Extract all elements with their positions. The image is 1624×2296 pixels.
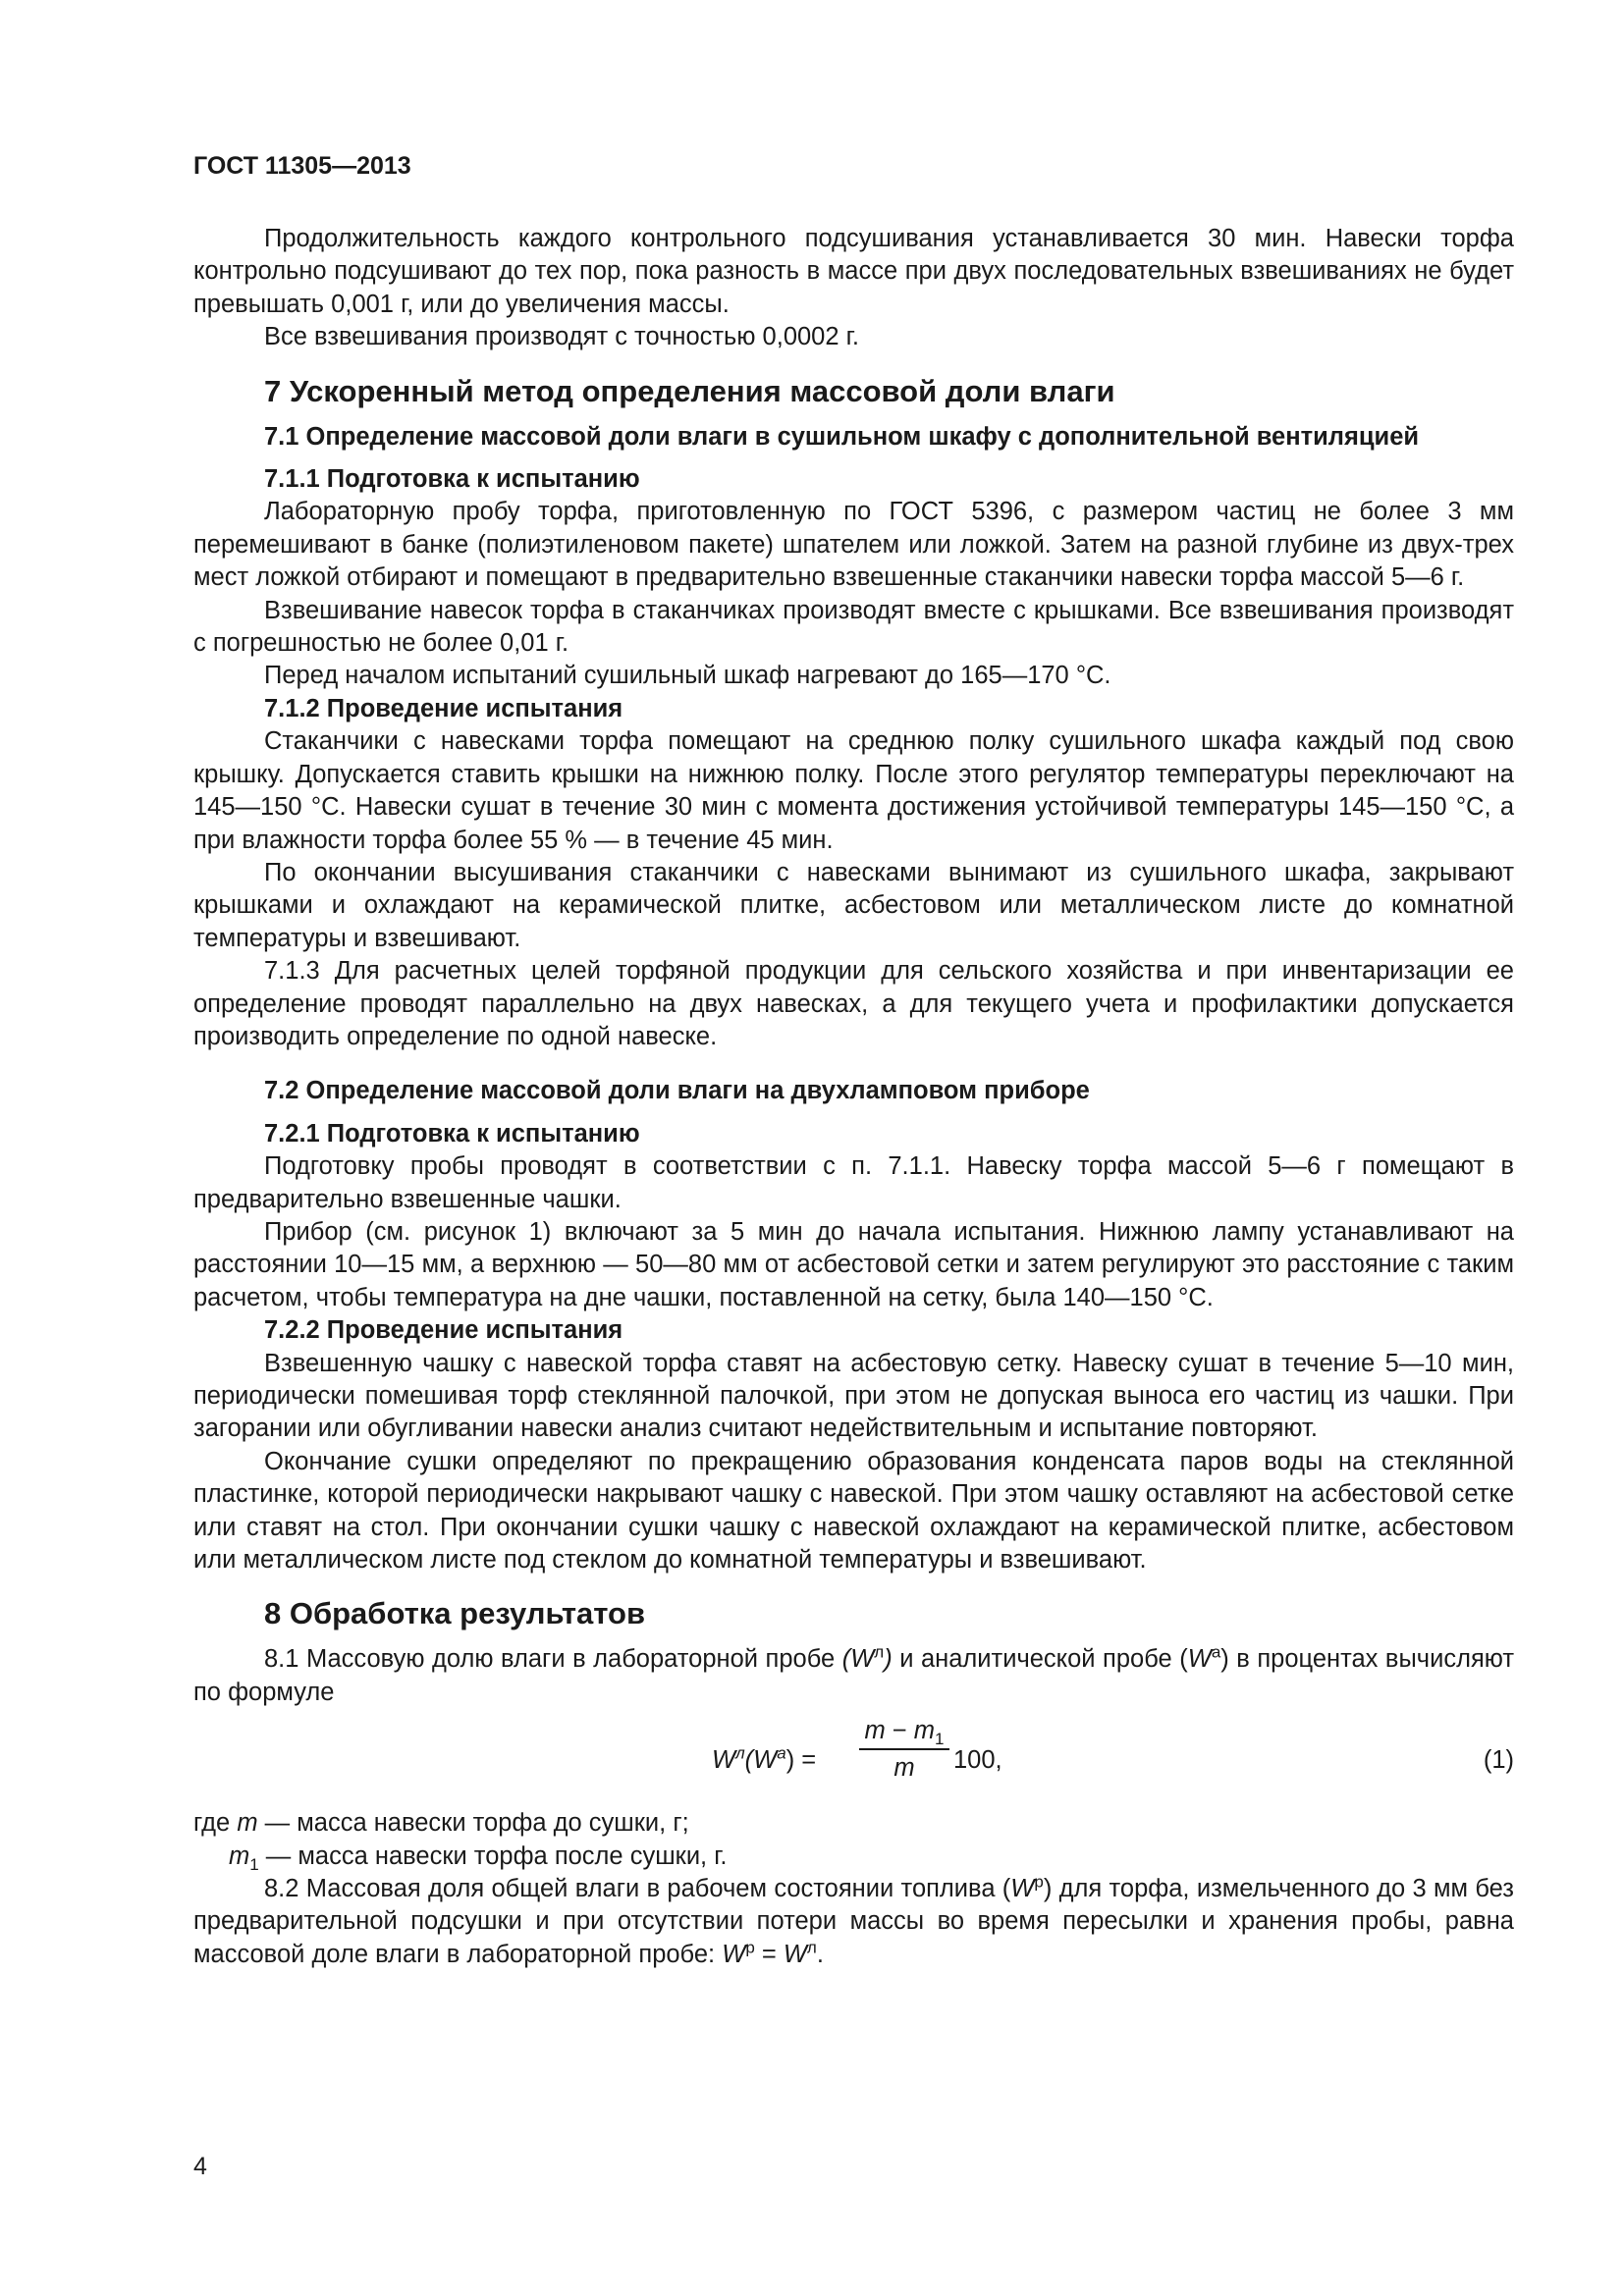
paragraph: Окончание сушки определяют по прекращению образования конденсата паров воды на стеклянной пластинке, которой периодически накрывают чашку с навеской. При этом чашку оставляют на асбестовой сетке или ставят на стол. При окончании сушки чашку с навеской охлаждают на керамической плитке, асбестовом или металлическом листе под стеклом до комнатной температуры и взвешивают. <box>193 1447 1514 1575</box>
page-number: 4 <box>193 2153 207 2180</box>
paragraph: Прибор (см. рисунок 1) включают за 5 мин до начала испытания. Нижнюю лампу устанавливают на расстоянии 10—15 мм, а верхнюю — 50—80 мм от асбестовой сетки и затем регулируют это расстояние с таким расчетом, чтобы температура на дне чашки, поставленной на сетку, была 140—150 °С. <box>193 1217 1514 1311</box>
section-7-2-title: 7.2 Определение массовой доли влаги на двухламповом приборе <box>264 1077 1090 1105</box>
paragraph: Продолжительность каждого контрольного подсушивания устанавливается 30 мин. Навески торфа контрольно подсушивают до тех пор, пока разность в массе при двух последовательных взвешиваниях не будет превышать 0,001 г, или до увеличения массы. <box>193 225 1514 318</box>
section-7-1-1-title: 7.1.1 Подготовка к испытанию <box>264 465 640 494</box>
section-7-2-2-title: 7.2.2 Проведение испытания <box>264 1316 623 1345</box>
fraction-bar <box>859 1748 949 1750</box>
paragraph: Перед началом испытаний сушильный шкаф нагревают до 165—170 °С. <box>264 662 1111 690</box>
paragraph: 7.1.3 Для расчетных целей торфяной продукции для сельского хозяйства и при инвентаризации ее определение проводят параллельно на двух навесках, а для текущего учета и профилактики допускается производить определение по одной навеске. <box>193 957 1514 1050</box>
where-m1: $m_1$ — масса навески торфа после сушки, г. <box>229 1842 728 1874</box>
formula-denominator: m <box>893 1754 915 1783</box>
paragraph-8-2: 8.2 Массовая доля общей влаги в рабочем состоянии топлива $(W^p)$ для торфа, измельченного до 3 мм без предварительной подсушки и при отсутствии потери массы во время пересылки и хранения пробы, равна массовой доле влаги в лабораторной пробе: $W^p = W^л$. <box>193 1872 1514 1968</box>
paragraph: Подготовку пробы проводят в соответствии с п. 7.1.1. Навеску торфа массой 5—6 г помещают в предварительно взвешенные чашки. <box>193 1152 1514 1213</box>
paragraph: Лабораторную пробу торфа, приготовленную по ГОСТ 5396, с размером частиц не более 3 мм перемешивают в банке (полиэтиленовом пакете) шпателем или ложкой. Затем на разной глубине из двух-трех мест ложкой отбирают и помещают в предварительно взвешенные стаканчики навески торфа массой 5—6 г. <box>193 498 1514 592</box>
paragraph: Взвешивание навесок торфа в стаканчиках производят вместе с крышками. Все взвешивания производят с погрешностью не более 0,01 г. <box>193 596 1514 658</box>
where-m: где m — масса навески торфа до сушки, г; <box>193 1809 689 1838</box>
paragraph: Стаканчики с навесками торфа помещают на среднюю полку сушильного шкафа каждый под свою крышку. Допускается ставить крышки на нижнюю полку. После этого регулятор температуры переключают на 145—150 °С. Навески сушат в течение 30 мин с момента достижения устойчивой температуры 145—150 °С, а при влажности торфа более 55 % — в течение 45 мин. <box>193 727 1514 854</box>
formula-1 <box>193 1709 1514 1807</box>
paragraph: По окончании высушивания стаканчики с навесками вынимают из сушильного шкафа, закрывают крышками и охлаждают на керамической плитке, асбестовом или металлическом листе до комнатной температуры и взвешивают. <box>193 858 1514 952</box>
formula-numerator: $m - m_1$ <box>864 1717 945 1749</box>
section-7-1-2-title: 7.1.2 Проведение испытания <box>264 694 623 722</box>
formula-number: (1) <box>1483 1746 1514 1775</box>
paragraph-8-1: 8.1 Массовую долю влаги в лабораторной пробе $(W^л)$ и аналитической пробе $(W^a)$ в процентах вычисляют по формуле <box>193 1642 1514 1706</box>
document-header: ГОСТ 11305—2013 <box>193 152 411 180</box>
section-7-title: 7 Ускоренный метод определения массовой доли влаги <box>264 373 1115 408</box>
section-7-2-1-title: 7.2.1 Подготовка к испытанию <box>264 1119 640 1148</box>
section-7-1-title: 7.1 Определение массовой доли влаги в сушильном шкафу с дополнительной вентиляцией <box>264 422 1420 451</box>
document-body <box>193 223 1514 1971</box>
paragraph: Взвешенную чашку с навеской торфа ставят на асбестовую сетку. Навеску сушат в течение 5—10 мин, периодически помешивая торф стеклянной палочкой, при этом не допуская выноса его частиц из чашки. При загорании или обугливании навески анализ считают недействительным и испытание повторяют. <box>193 1349 1514 1443</box>
formula-fraction <box>859 1715 949 1784</box>
formula-lhs: $W^л(W^a)$ = <box>712 1743 817 1775</box>
formula-rhs: 100, <box>953 1746 1002 1775</box>
paragraph: Все взвешивания производят с точностью 0,0002 г. <box>264 323 859 351</box>
section-8-title: 8 Обработка результатов <box>264 1596 646 1631</box>
